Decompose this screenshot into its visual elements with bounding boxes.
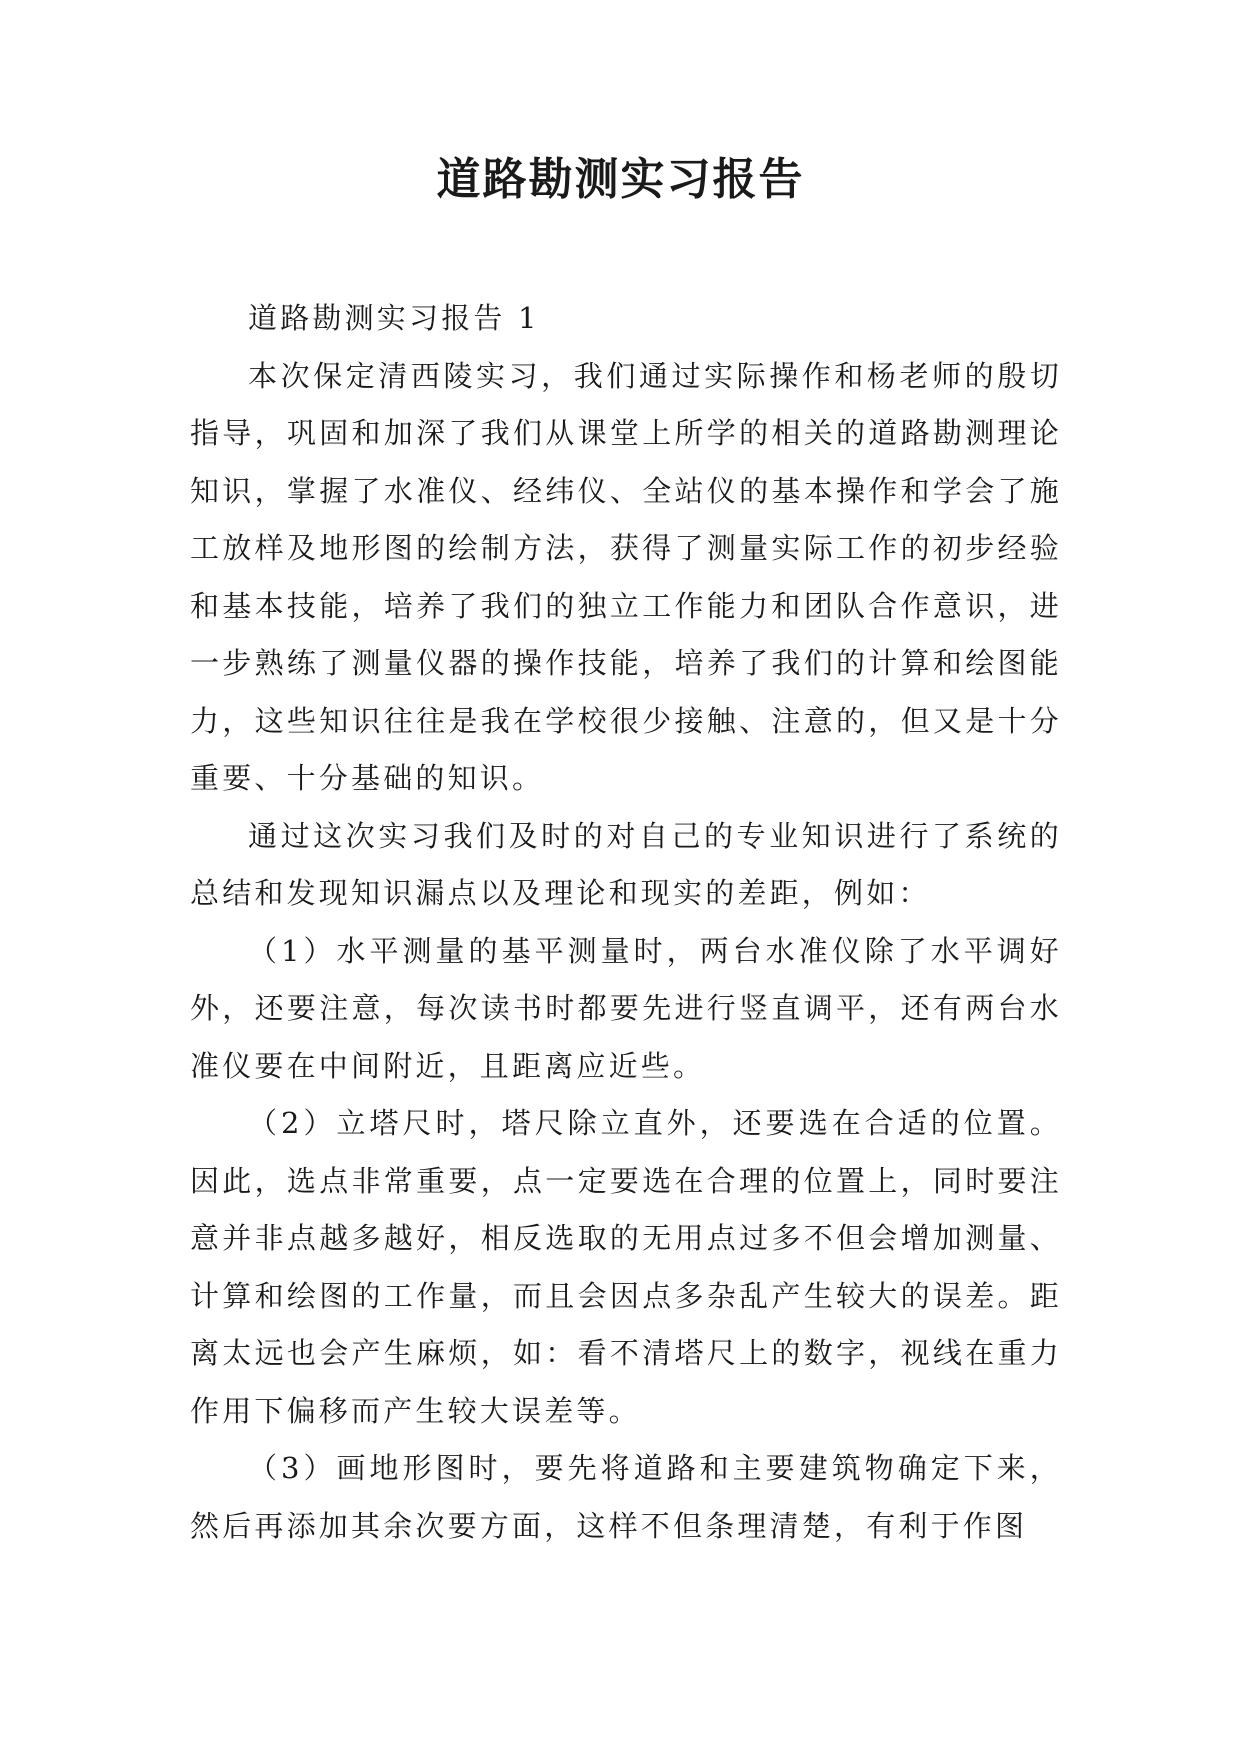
document-body xyxy=(190,290,1062,1555)
paragraph-item-3: （3）画地形图时，要先将道路和主要建筑物确定下来，然后再添加其余次要方面，这样不但条理清楚，有利于作图 xyxy=(190,1451,1062,1543)
section-heading: 道路勘测实习报告 1 xyxy=(248,301,540,335)
document-title: 道路勘测实习报告 xyxy=(436,154,805,205)
paragraph-item-1: （1）水平测量的基平测量时，两台水准仪除了水平调好外，还要注意，每次读书时都要先进行竖直调平，还有两台水准仪要在中间附近，且距离应近些。 xyxy=(190,933,1062,1083)
paragraph-summary: 通过这次实习我们及时的对自己的专业知识进行了系统的总结和发现知识漏点以及理论和现实的差距，例如： xyxy=(190,818,1062,910)
paragraph-intro: 本次保定清西陵实习，我们通过实际操作和杨老师的殷切指导，巩固和加深了我们从课堂上所学的相关的道路勘测理论知识，掌握了水准仪、经纬仪、全站仪的基本操作和学会了施工放样及地形图的绘制方法，获得了测量实际工作的初步经验和基本技能，培养了我们的独立工作能力和团队合作意识，进一步熟练了测量仪器的操作技能，培养了我们的计算和绘图能力，这些知识往往是我在学校很少接触、注意的，但又是十分重要、十分基础的知识。 xyxy=(190,358,1062,795)
paragraph-item-2: （2）立塔尺时，塔尺除立直外，还要选在合适的位置。因此，选点非常重要，点一定要选在合理的位置上，同时要注意并非点越多越好，相反选取的无用点过多不但会增加测量、计算和绘图的工作量，而且会因点多杂乱产生较大的误差。距离太远也会产生麻烦，如：看不清塔尺上的数字，视线在重力作用下偏移而产生较大误差等。 xyxy=(190,1106,1062,1428)
